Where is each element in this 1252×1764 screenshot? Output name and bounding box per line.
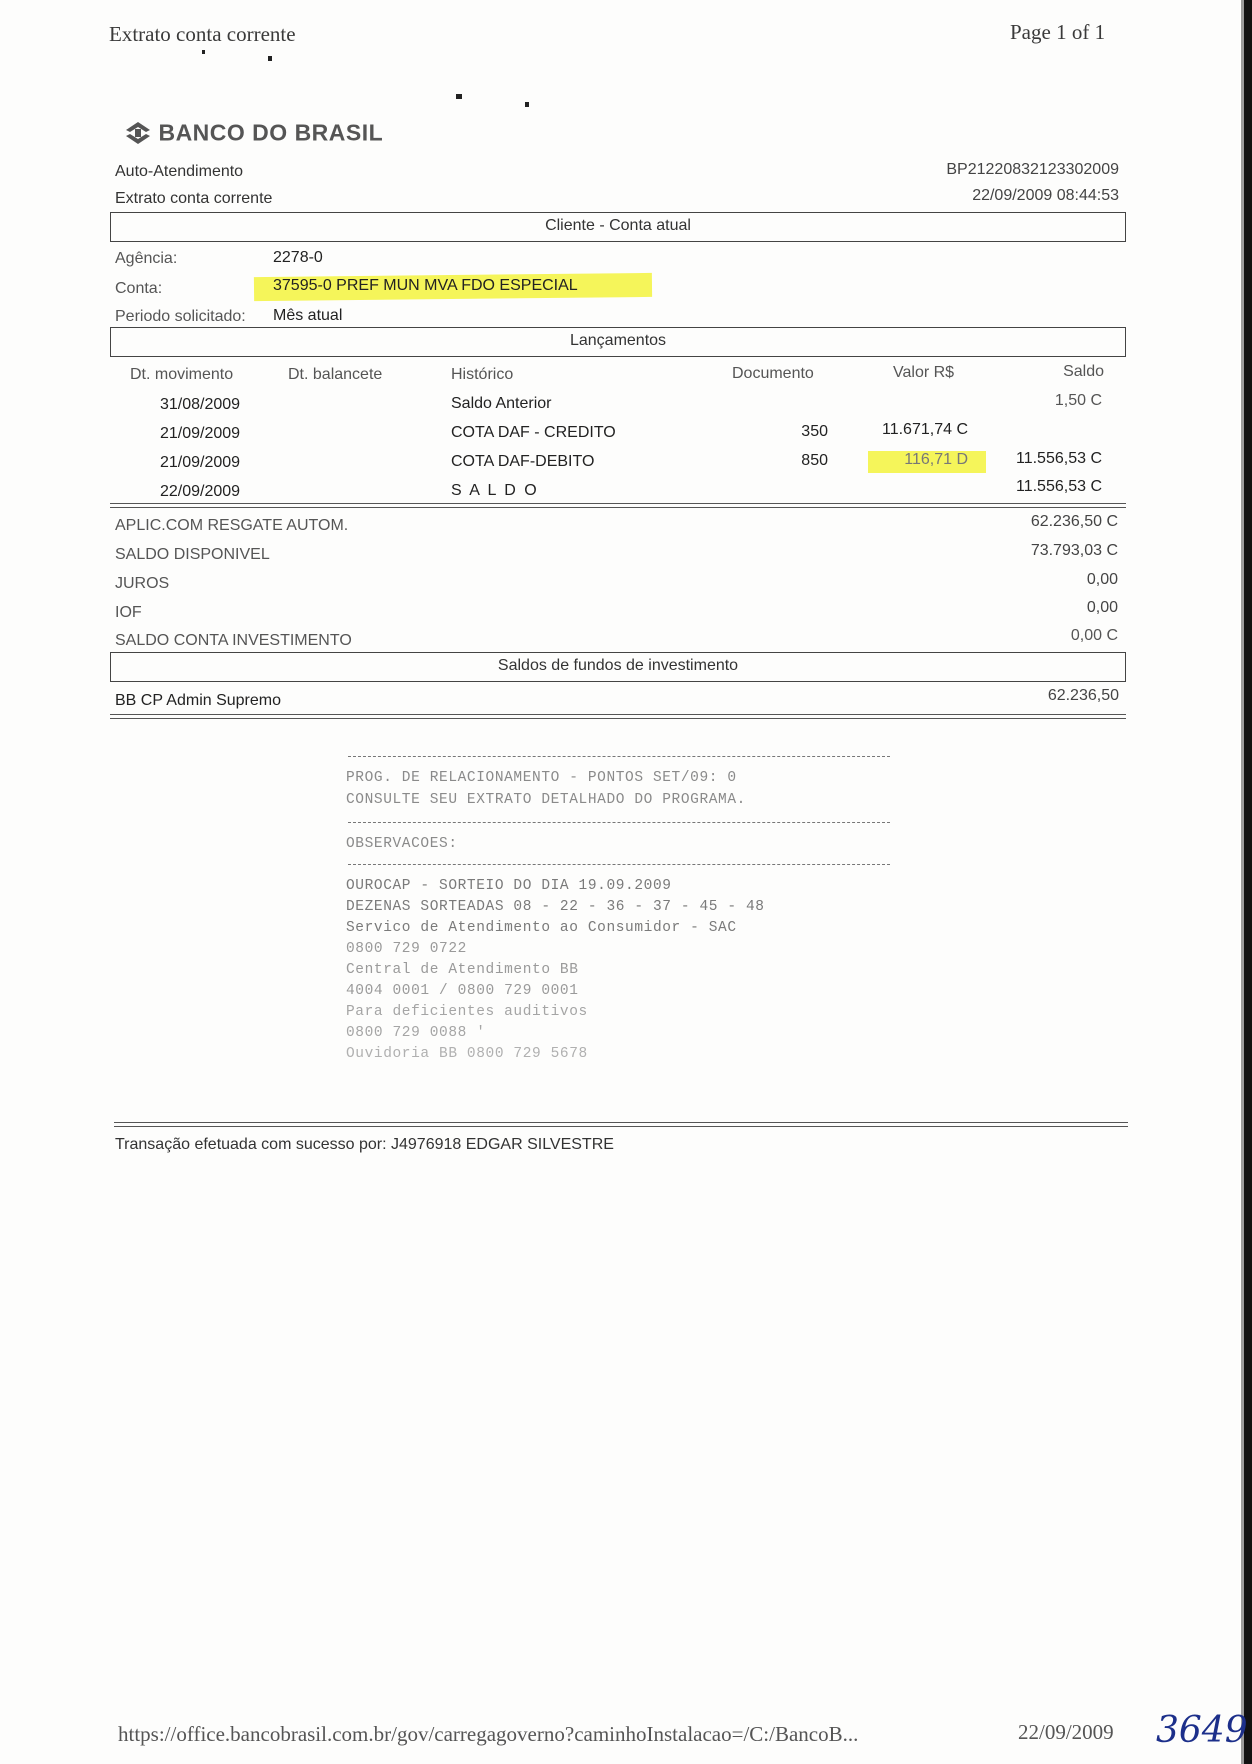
print-footer-url: https://office.bancobrasil.com.br/gov/carregagoverno?caminhoInstalacao=/C:/BancoB...: [118, 1722, 859, 1746]
scan-speck: [268, 56, 272, 61]
row-historico: S A L D O: [451, 482, 539, 499]
fundo-value: 62.236,50: [1047, 687, 1119, 704]
summary-label: SALDO CONTA INVESTIMENTO: [115, 632, 352, 649]
col-saldo: Saldo: [1063, 363, 1104, 380]
msg-line: PROG. DE RELACIONAMENTO - PONTOS SET/09: 0: [346, 770, 737, 786]
handwritten-number: 3649: [1156, 1710, 1248, 1751]
dash-divider: [348, 756, 890, 757]
row-valor: 116,71 D: [904, 451, 968, 468]
summary-value: 73.793,03 C: [1030, 542, 1118, 559]
msg-line: DEZENAS SORTEADAS 08 - 22 - 36 - 37 - 45 - 48: [346, 899, 765, 915]
msg-line: Servico de Atendimento ao Consumidor - SAC: [346, 920, 737, 936]
bank-logo: [122, 118, 383, 148]
bank-name: BANCO DO BRASIL: [158, 119, 384, 146]
msg-line: 4004 0001 / 0800 729 0001: [346, 983, 579, 999]
row-saldo: 11.556,53 C: [1016, 450, 1102, 467]
periodo-value: Mês atual: [273, 307, 343, 324]
agencia-label: Agência:: [115, 250, 178, 267]
doc-datetime: 22/09/2009 08:44:53: [972, 187, 1119, 204]
scan-speck: [456, 94, 462, 99]
service-name: Auto-Atendimento: [115, 163, 244, 180]
fundos-header: Saldos de fundos de investimento: [110, 652, 1126, 682]
doc-title: Extrato conta corrente: [115, 190, 273, 207]
print-footer-date: 22/09/2009: [1018, 1720, 1114, 1744]
msg-line: Para deficientes auditivos: [346, 1004, 588, 1020]
summary-label: JUROS: [115, 575, 170, 592]
msg-line: Central de Atendimento BB: [346, 962, 579, 978]
fundo-label: BB CP Admin Supremo: [115, 692, 282, 709]
obs-title: OBSERVACOES:: [346, 836, 458, 852]
row-dt-mov: 31/08/2009: [160, 396, 241, 413]
agencia-value: 2278-0: [273, 249, 323, 266]
print-header-page: Page 1 of 1: [1010, 20, 1106, 44]
conta-value: 37595-0 PREF MUN MVA FDO ESPECIAL: [273, 277, 578, 294]
msg-line: CONSULTE SEU EXTRATO DETALHADO DO PROGRAMA.: [346, 792, 746, 808]
summary-value: 62.236,50 C: [1030, 513, 1118, 530]
dash-divider: [348, 864, 890, 865]
dash-divider: [348, 822, 890, 823]
doc-code: BP21220832123302009: [946, 161, 1119, 178]
msg-line: OUROCAP - SORTEIO DO DIA 19.09.2009: [346, 878, 672, 894]
row-documento: 850: [801, 452, 828, 469]
transaction-text: Transação efetuada com sucesso por: J4976918 EDGAR SILVESTRE: [115, 1136, 614, 1153]
summary-value: 0,00 C: [1070, 627, 1118, 644]
col-valor: Valor R$: [893, 364, 955, 381]
conta-label: Conta:: [115, 280, 163, 297]
summary-label: APLIC.COM RESGATE AUTOM.: [115, 517, 349, 534]
col-historico: Histórico: [451, 366, 514, 383]
divider: [110, 714, 1126, 719]
row-historico: Saldo Anterior: [451, 395, 552, 412]
divider: [110, 503, 1126, 508]
scan-speck: [202, 50, 205, 54]
client-section-header: Cliente - Conta atual: [110, 212, 1126, 242]
msg-line: Ouvidoria BB 0800 729 5678: [346, 1046, 588, 1062]
row-historico: COTA DAF - CREDITO: [451, 424, 616, 441]
col-documento: Documento: [732, 365, 814, 382]
scan-speck: [525, 102, 529, 107]
row-dt-mov: 21/09/2009: [160, 454, 241, 471]
col-dt-movimento: Dt. movimento: [130, 366, 234, 383]
msg-line: 0800 729 0722: [346, 941, 467, 957]
row-saldo: 11.556,53 C: [1016, 478, 1102, 495]
divider: [114, 1122, 1128, 1127]
row-dt-mov: 21/09/2009: [160, 425, 241, 442]
lancamentos-header: Lançamentos: [110, 327, 1126, 357]
bank-logo-icon: [122, 118, 154, 148]
summary-label: SALDO DISPONIVEL: [115, 546, 270, 563]
row-documento: 350: [801, 423, 828, 440]
print-header-title: Extrato conta corrente: [109, 22, 296, 46]
row-saldo: 1,50 C: [1054, 392, 1102, 409]
row-historico: COTA DAF-DEBITO: [451, 453, 595, 470]
row-valor: 11.671,74 C: [882, 421, 968, 438]
msg-line: 0800 729 0088 ': [346, 1025, 486, 1041]
summary-value: 0,00: [1086, 571, 1118, 588]
row-dt-mov: 22/09/2009: [160, 483, 241, 500]
summary-value: 0,00: [1086, 599, 1118, 616]
periodo-label: Periodo solicitado:: [115, 308, 246, 325]
col-dt-balancete: Dt. balancete: [288, 366, 383, 383]
summary-label: IOF: [115, 604, 142, 621]
